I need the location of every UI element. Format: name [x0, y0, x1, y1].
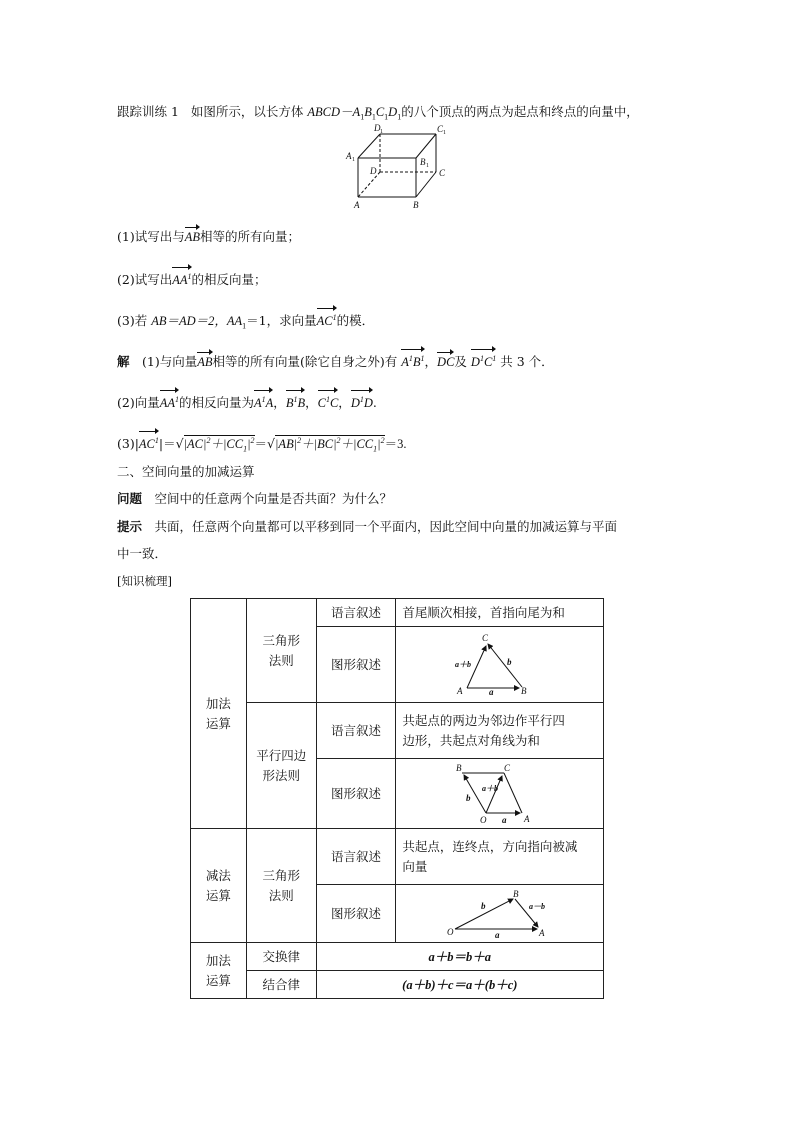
label-b1: B	[420, 157, 426, 167]
para-vec-a: a	[501, 814, 507, 825]
label-c: C	[439, 168, 446, 178]
sub-vec-b: b	[480, 900, 486, 911]
sub-triangle-rule: 三角形 法则	[246, 829, 316, 943]
label-b: B	[413, 200, 419, 210]
associative-law-label: 结合律	[246, 971, 316, 999]
tri-vec-a: a	[488, 686, 494, 697]
vector-ab: AB	[185, 226, 200, 246]
tri-vec-b: b	[506, 656, 512, 667]
para-vec-b: b	[465, 792, 471, 803]
vector-ac1: $AC^1$	[317, 307, 337, 330]
label-c1-sub: 1	[443, 130, 446, 136]
tri-label-b: B	[520, 685, 527, 696]
commutative-law-formula: a＋b＝b＋a	[316, 943, 603, 971]
solution-3: $(3)|AC^1|=√|AC|^2+|CC_1|^2=√|AB|^2+|BC|^2+|CC_1|^2=3$.	[117, 430, 406, 459]
radical-1: $|AC|^2+|CC_1|^2$	[183, 436, 255, 454]
sub-label-o: O	[446, 926, 454, 937]
hint-label: 提示	[117, 519, 143, 534]
vector-a1b1: $A^1B^1$	[401, 348, 424, 371]
fig-desc-label: 图形叙述	[316, 627, 396, 703]
subtraction-figure-cell	[396, 885, 604, 943]
question-line: 问题 空间中的任意两个向量是否共面？为什么？	[117, 491, 393, 506]
question-1: (1)试写出与AB相等的所有向量；	[117, 226, 300, 246]
label-d1-sub: 1	[380, 129, 383, 135]
label-c1: C	[437, 124, 444, 134]
vector-dc: DC	[437, 351, 454, 371]
solution-2: (2)向量$AA^1$的相反向量为$A^1A$，$B^1B$，$C^1C$，$D^1D$.	[117, 389, 377, 412]
exercise-intro: 跟踪训练 1 如图所示，以长方体 $ABCD-A_1B_1C_1D_1$的八个顶点的两点为起点和终点的向量中，	[117, 104, 639, 122]
commutative-law-label: 交换律	[246, 943, 316, 971]
radical-2: $|AB|^2+|BC|^2+|CC_1|^2$	[275, 436, 385, 454]
addition-label: 加法 运算	[191, 599, 247, 829]
law-label: 加法 运算	[191, 943, 247, 999]
parallelogram-text: 共起点的两边为邻边作平行四 边形，共起点对角线为和	[396, 703, 604, 759]
question-2: (2)试写出$AA^1$的相反向量；	[117, 266, 267, 289]
question-label: 问题	[117, 491, 143, 506]
label-d: D	[370, 166, 377, 176]
hint-line: 提示 共面，任意两个向量都可以平移到同一个平面内，因此空间中向量的加减运算与平面	[117, 519, 618, 534]
label-a1: A	[346, 151, 352, 161]
lang-desc-label: 语言叙述	[316, 599, 396, 627]
subtraction-figure	[445, 889, 555, 939]
triangle-figure-cell	[396, 627, 604, 703]
sub-vec-a: a	[494, 929, 500, 939]
tri-label-a: A	[456, 685, 463, 696]
exercise-label: 跟踪训练 1	[117, 104, 179, 119]
triangle-text: 首尾顺次相接，首指向尾为和	[396, 599, 604, 627]
para-label-b: B	[455, 762, 462, 773]
vector-d1d: $D^1D$	[351, 389, 373, 412]
subtraction-label: 减法 运算	[191, 829, 247, 943]
triangle-rule: 三角形 法则	[246, 599, 316, 703]
question-3: (3)若 AB＝AD＝2，$AA_1=1$，求向量$AC^1$的模．	[117, 307, 374, 336]
parallelogram-figure-cell	[396, 759, 604, 829]
para-label-a: A	[523, 813, 530, 824]
knowledge-table: 加法 运算 三角形 法则 语言叙述 首尾顺次相接，首指向尾为和 图形叙述 A B C a b a＋b 平行四边 形法则 语言叙述 共起点的两边为邻边作平行四 边形，共起点对角线为和 图形叙述 B C A O a b a＋b 减法 运算 三角形 法则 语言叙述 共起点，连终点，方向指向被减 向量 图形叙述 O A B a b a－b 加法 运算 交换律 a＋b＝b＋a 结合律 (a＋b)＋c＝a＋(b＋c)	[190, 598, 604, 999]
para-label-o: O	[479, 814, 487, 825]
tri-vec-sum: a＋b	[454, 659, 471, 669]
sub-label-a: A	[538, 927, 545, 938]
parallelogram-rule: 平行四边 形法则	[246, 703, 316, 829]
vector-d1c1: $D^1C^1$	[471, 348, 496, 371]
sub-vec-diff: a－b	[528, 901, 545, 911]
label-b1-sub: 1	[426, 163, 429, 169]
vector-b1b: $B^1B$	[286, 389, 305, 412]
knowledge-heading: [知识梳理]	[117, 574, 172, 588]
vector-aa1: $AA^1$	[172, 266, 191, 289]
para-vec-sum: a＋b	[481, 783, 498, 793]
vector-a1a: $A^1A$	[254, 389, 273, 412]
parallelogram-addition-figure	[452, 763, 548, 825]
vector-c1c: $C^1C$	[318, 389, 339, 412]
solution-label: 解	[117, 354, 130, 370]
subtraction-text: 共起点，连终点，方向指向被减 向量	[396, 829, 604, 885]
hint-line-2: 中一致．	[117, 546, 168, 561]
label-a: A	[354, 200, 360, 210]
tri-label-c: C	[481, 632, 488, 643]
associative-law-formula: (a＋b)＋c＝a＋(b＋c)	[316, 971, 603, 999]
label-d1: D	[374, 123, 381, 133]
solution-1: 解 (1)与向量AB相等的所有向量(除它自身之外)有 $A^1B^1$，DC及 $D^1C^1$ 共 3 个．	[117, 348, 554, 371]
label-a1-sub: 1	[352, 157, 355, 163]
para-label-c: C	[503, 762, 510, 773]
cuboid-figure	[340, 120, 460, 212]
section-heading: 二、空间向量的加减运算	[117, 464, 255, 479]
triangle-addition-figure	[455, 632, 545, 698]
sub-label-b: B	[512, 888, 519, 899]
